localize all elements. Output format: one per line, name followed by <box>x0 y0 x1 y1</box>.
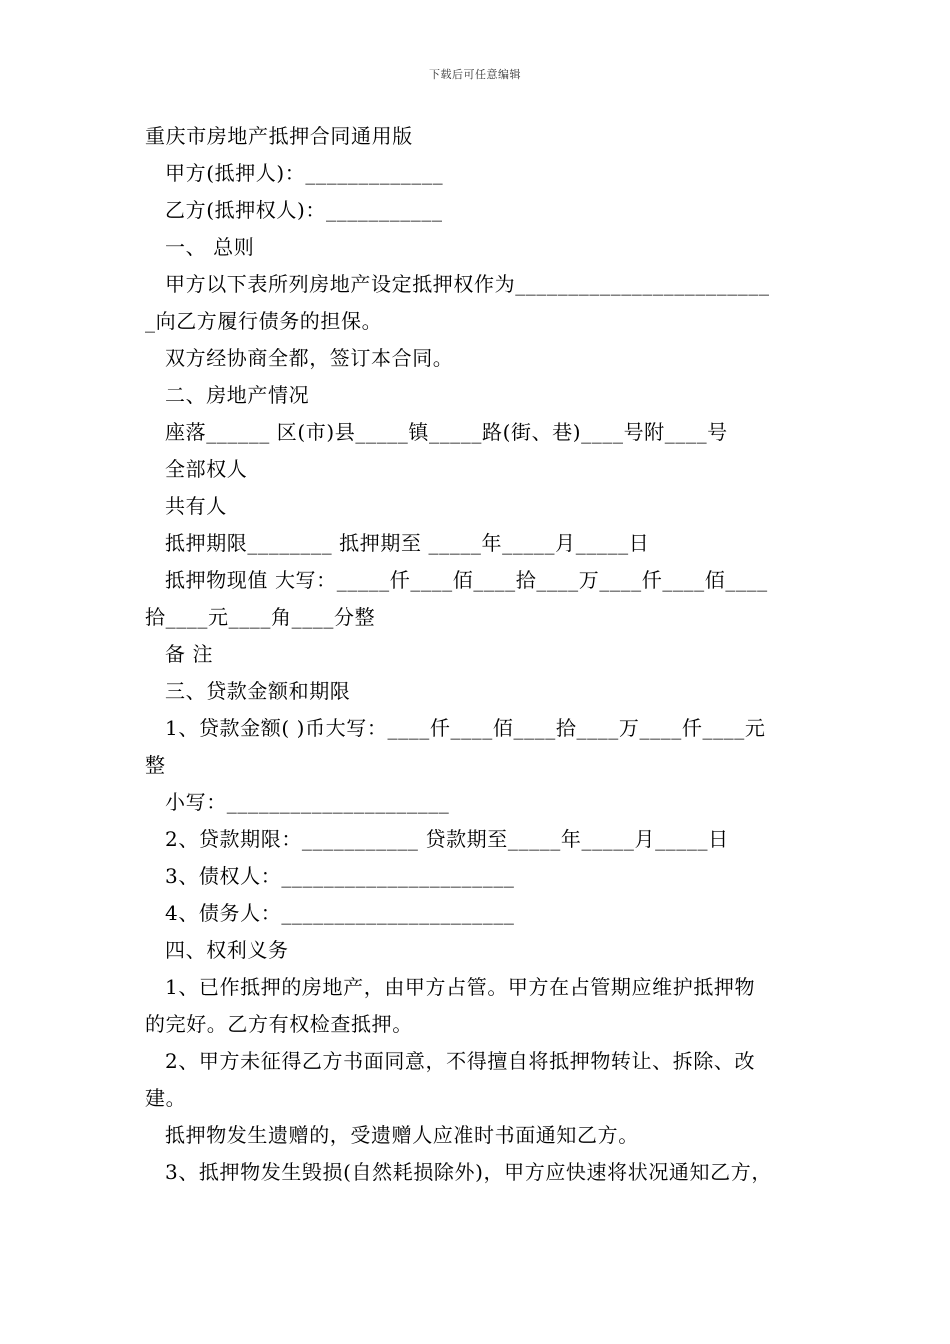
document-line: 重庆市房地产抵押合同通用版 <box>145 124 413 148</box>
document-line: 三、贷款金额和期限 <box>165 679 351 703</box>
document-line: 建。 <box>145 1086 187 1110</box>
document-line: 拾____元____角____分整 <box>145 605 376 629</box>
document-line: 一、 总则 <box>165 235 255 259</box>
document-line: 2、甲方未征得乙方书面同意，不得擅自将抵押物转让、拆除、改 <box>165 1049 756 1073</box>
document-line: 3、债权人：______________________ <box>165 864 515 888</box>
document-body <box>145 118 825 1191</box>
document-line: 3、抵押物发生毁损(自然耗损除外)，甲方应快速将状况通知乙方， <box>165 1160 772 1184</box>
document-line: 2、贷款期限：___________ 贷款期至_____年_____月_____日 <box>165 827 729 851</box>
document-line: 的完好。乙方有权检查抵押。 <box>145 1012 413 1036</box>
document-line: 乙方(抵押权人)：___________ <box>165 198 443 222</box>
document-line: 抵押期限________ 抵押期至 _____年_____月_____日 <box>165 531 650 555</box>
document-line: 抵押物发生遗赠的，受遗赠人应准时书面通知乙方。 <box>165 1123 639 1147</box>
document-line: 抵押物现值 大写：_____仟____佰____拾____万____仟____佰____ <box>165 568 768 592</box>
document-line: 1、已作抵押的房地产，由甲方占管。甲方在占管期应维护抵押物 <box>165 975 756 999</box>
document-line: 双方经协商全都，签订本合同。 <box>165 346 454 370</box>
document-line: 1、贷款金额( )币大写：____仟____佰____拾____万____仟____元 <box>165 716 766 740</box>
document-line: 共有人 <box>165 494 227 518</box>
document-line: 4、债务人：______________________ <box>165 901 515 925</box>
document-line: 二、房地产情况 <box>165 383 310 407</box>
document-line: 座落______ 区(市)县_____镇_____路(街、巷)____号附____号 <box>165 420 728 444</box>
document-line: 整 <box>145 753 166 777</box>
document-line: _向乙方履行债务的担保。 <box>145 309 383 333</box>
document-line: 备 注 <box>165 642 214 666</box>
document-line: 全部权人 <box>165 457 248 481</box>
document-line: 四、权利义务 <box>165 938 289 962</box>
document-line: 甲方(抵押人)：_____________ <box>165 161 444 185</box>
document-line: 小写：_____________________ <box>165 790 450 814</box>
document-line: 甲方以下表所列房地产设定抵押权作为________________________ <box>165 272 770 296</box>
page-header: 下载后可任意编辑 <box>429 68 521 81</box>
